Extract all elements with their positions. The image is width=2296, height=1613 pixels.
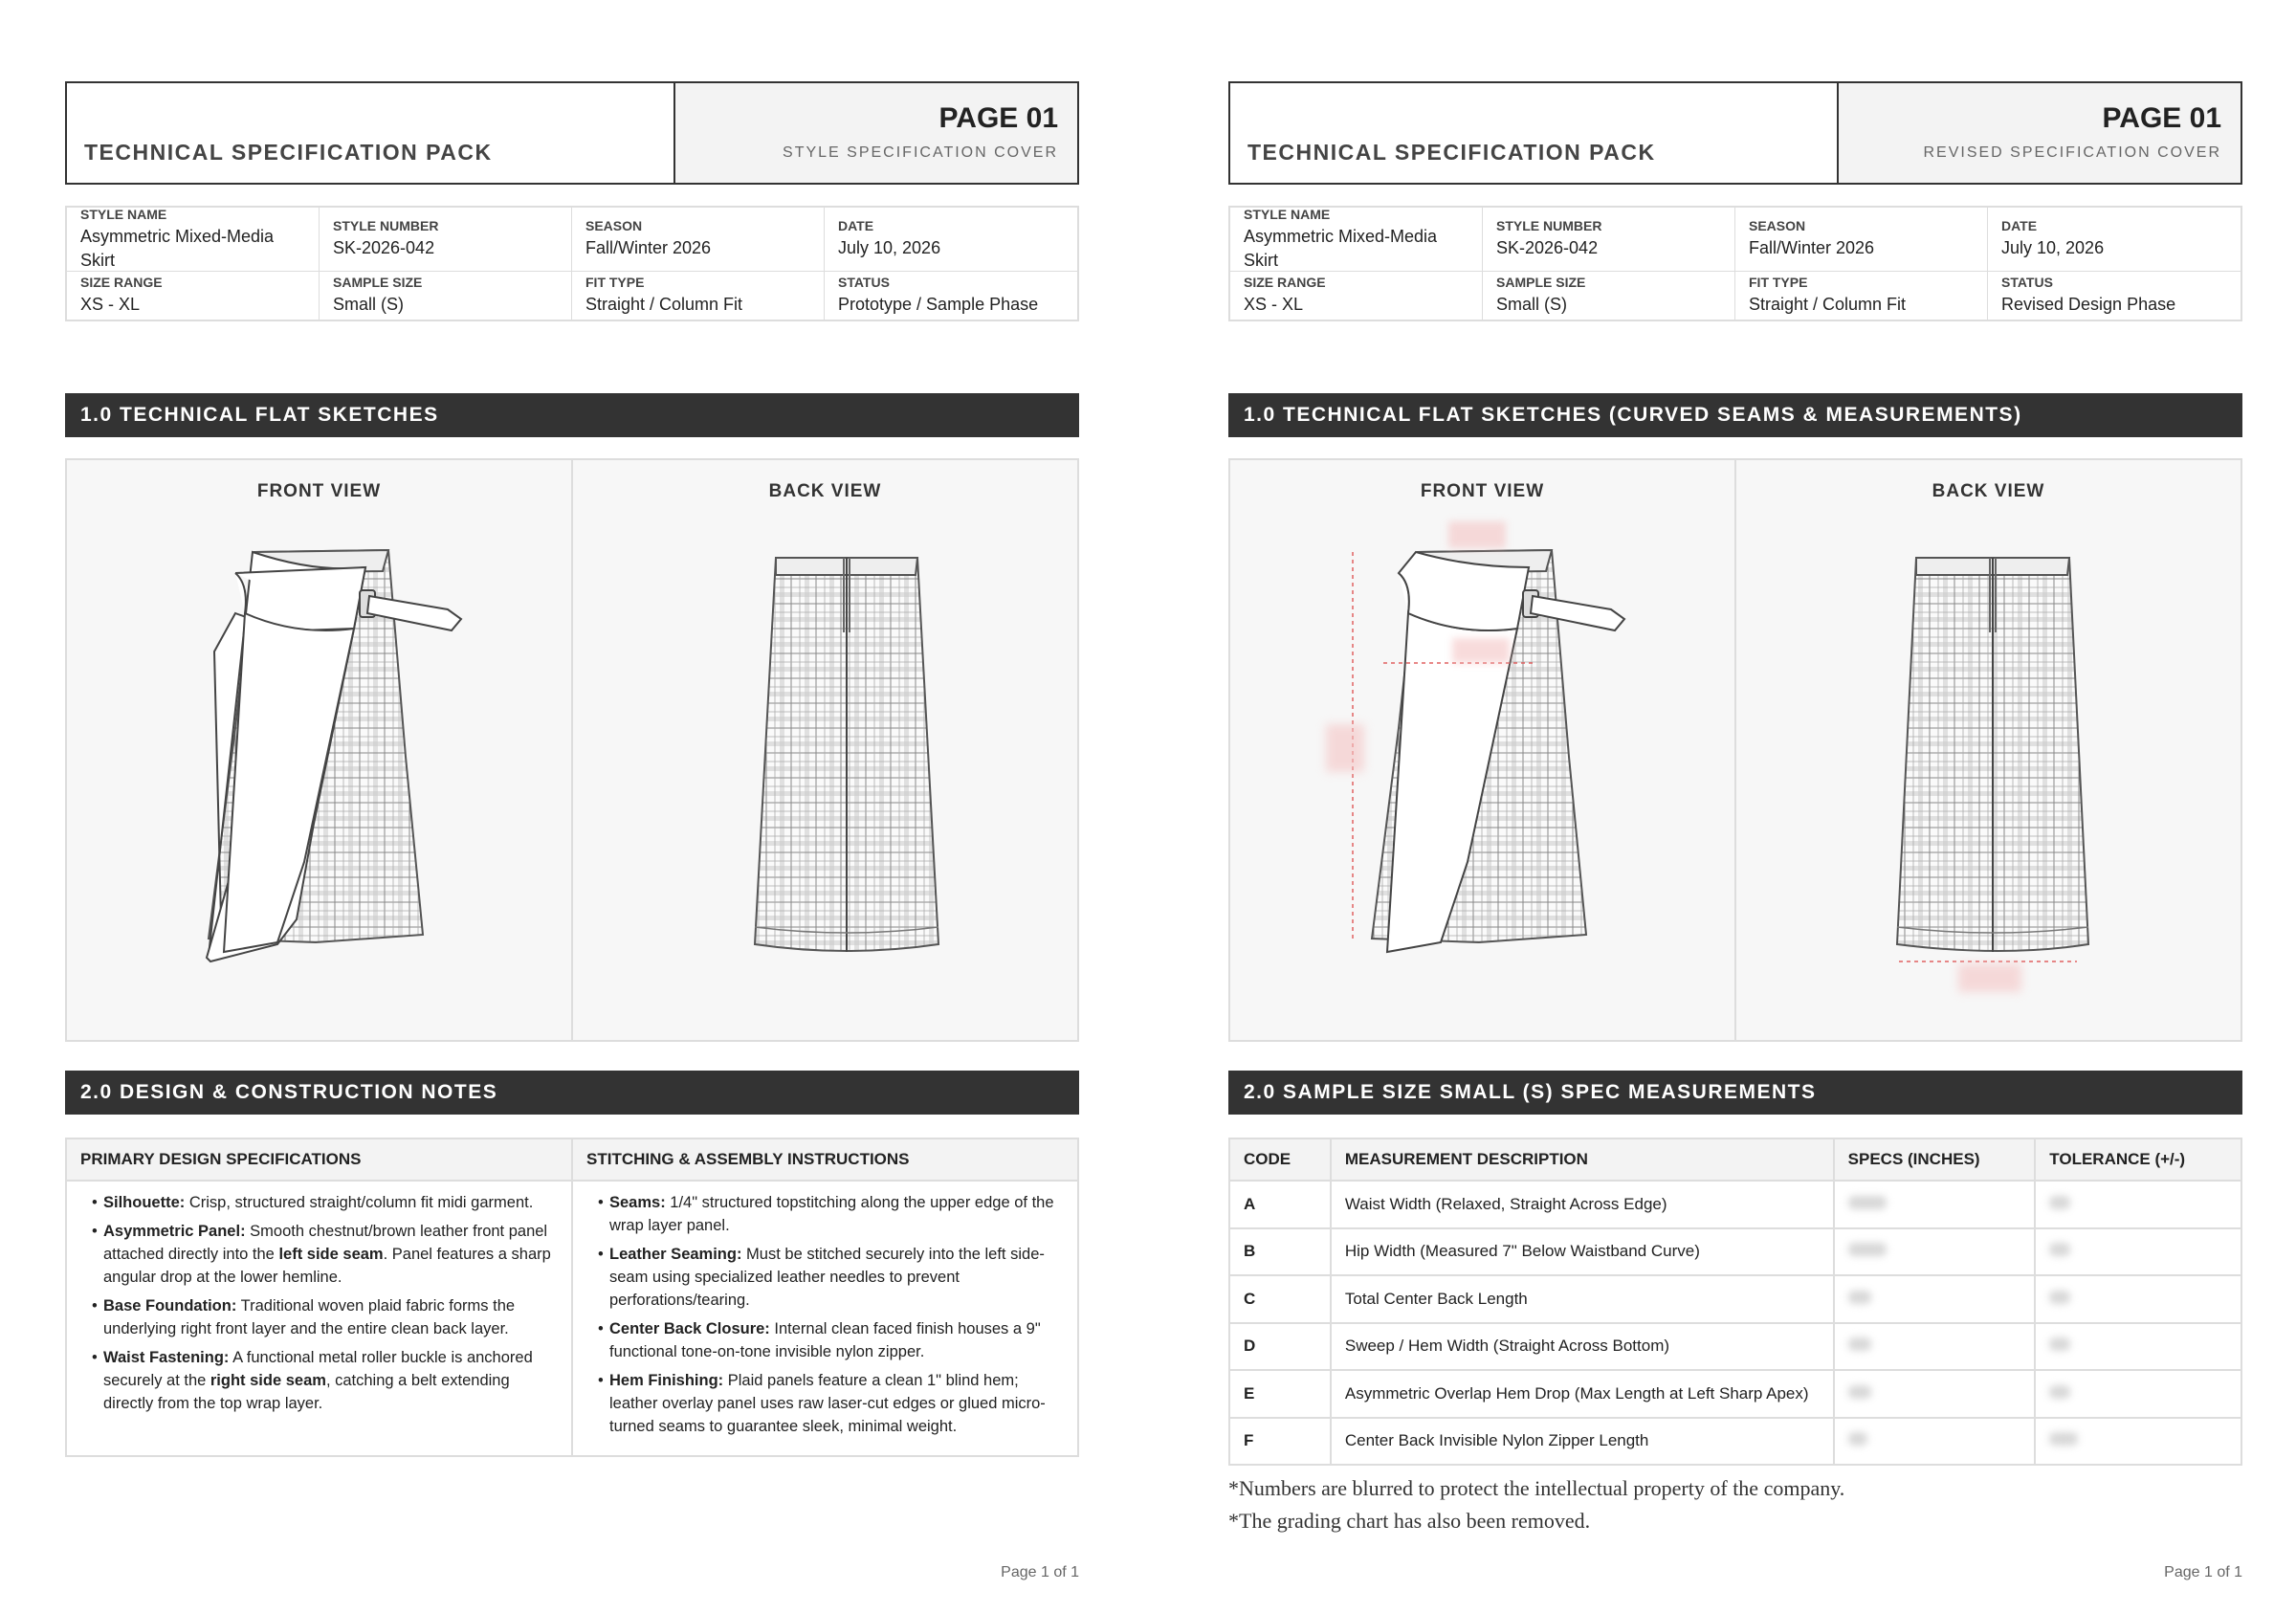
status-cell [1988,272,2241,320]
code-cell: E [1229,1370,1331,1418]
stitching-column [571,1139,1077,1455]
field-value: Fall/Winter 2026 [1749,238,1875,257]
page-footer: Page 1 of 1 [2164,1564,2242,1580]
blurred-value [2049,1385,2070,1399]
spec-page-1 [65,81,1079,1593]
spec-cell-blurred [1834,1275,2036,1323]
list-item: • Asymmetric Panel: Smooth chestnut/brown leather front panel attached directly into the left side seam. Panel features a sharp angular drop at the lower hemline. [94,1220,556,1289]
column-heading: STITCHING & ASSEMBLY INSTRUCTIONS [573,1139,1077,1182]
back-view-title: BACK VIEW [1932,481,2045,501]
column-heading: PRIMARY DESIGN SPECIFICATIONS [67,1139,571,1182]
tolerance-cell-blurred [2035,1418,2241,1466]
table-row [1229,1181,2241,1228]
blurred-value [1848,1243,1887,1256]
footnote-blurred-numbers: *Numbers are blurred to protect the intellectual property of the company. [1228,1476,1845,1500]
field-label: SIZE RANGE [80,275,163,290]
field-value: SK-2026-042 [1496,238,1599,257]
page-header [1228,81,2242,185]
tolerance-cell-blurred [2035,1181,2241,1228]
field-label: STYLE NUMBER [1496,218,1602,233]
field-label: FIT TYPE [585,275,645,290]
field-value: Fall/Winter 2026 [585,238,712,257]
tolerance-cell-blurred [2035,1275,2241,1323]
fit-type-cell [1735,272,1988,320]
back-view-title: BACK VIEW [768,481,882,501]
code-cell: A [1229,1181,1331,1228]
front-skirt-sketch [67,460,572,1040]
table-row [1229,1418,2241,1466]
front-skirt-sketch-measured [1230,460,1735,1040]
list-item: • Hem Finishing: Plaid panels feature a clean 1" blind hem; leather overlay panel uses raw laser-cut edges or glued micro-turned seams to guarantee sleek, minimal weight. [600,1369,1062,1438]
blurred-value [2049,1243,2070,1256]
page-subtitle: REVISED SPECIFICATION COVER [1923,144,2221,161]
field-label: SEASON [585,218,643,233]
code-cell: F [1229,1418,1331,1466]
date-cell [825,208,1077,272]
back-skirt-sketch [573,460,1078,1040]
description-cell: Asymmetric Overlap Hem Drop (Max Length at Left Sharp Apex) [1331,1370,1834,1418]
spec-page-2 [1228,81,2242,1593]
section-heading-notes: 2.0 DESIGN & CONSTRUCTION NOTES [65,1071,1079,1115]
field-label: STATUS [2001,275,2053,290]
code-cell: C [1229,1275,1331,1323]
page-header [65,81,1079,185]
field-value: SK-2026-042 [333,238,435,257]
description-cell: Center Back Invisible Nylon Zipper Length [1331,1418,1834,1466]
page-number-title: PAGE 01 [938,102,1058,134]
field-value: July 10, 2026 [838,238,941,257]
table-row [1229,1370,2241,1418]
table-row [1229,1275,2241,1323]
section-heading-sketches: 1.0 TECHNICAL FLAT SKETCHES [65,393,1079,437]
description-cell: Sweep / Hem Width (Straight Across Bottom) [1331,1323,1834,1371]
style-info-grid [1228,206,2242,321]
table-header-row [1229,1138,2241,1181]
blurred-value [2049,1432,2078,1446]
list-item: • Waist Fastening: A functional metal roller buckle is anchored securely at the right side seam, catching a belt extending directly from the top wrap layer. [94,1346,556,1415]
tolerance-cell-blurred [2035,1370,2241,1418]
page-footer: Page 1 of 1 [1001,1564,1079,1580]
design-specs-column [67,1139,571,1455]
column-header: MEASUREMENT DESCRIPTION [1331,1138,1834,1181]
field-label: STYLE NAME [80,206,167,222]
spec-cell-blurred [1834,1370,2036,1418]
sample-size-cell [1483,272,1735,320]
blurred-value [1848,1291,1871,1304]
style-info-grid [65,206,1079,321]
field-label: STYLE NAME [1244,206,1331,222]
field-value: Prototype / Sample Phase [838,295,1039,314]
spec-cell-blurred [1834,1323,2036,1371]
section-heading-sketches: 1.0 TECHNICAL FLAT SKETCHES (CURVED SEAMS & MEASUREMENTS) [1228,393,2242,437]
field-value: Small (S) [1496,295,1568,314]
column-header: SPECS (INCHES) [1834,1138,2036,1181]
blurred-value [2049,1291,2070,1304]
list-item: • Seams: 1/4" structured topstitching along the upper edge of the wrap layer panel. [600,1191,1062,1237]
style-number-cell [1483,208,1735,272]
pack-title: TECHNICAL SPECIFICATION PACK [84,140,493,165]
field-label: SAMPLE SIZE [1496,275,1586,290]
list-item: • Leather Seaming: Must be stitched securely into the left side-seam using specialized leather needles to prevent perforations/tearing. [600,1243,1062,1312]
spec-cell-blurred [1834,1228,2036,1276]
style-number-cell [320,208,572,272]
field-value: July 10, 2026 [2001,238,2105,257]
blurred-value [2049,1337,2070,1351]
status-cell [825,272,1077,320]
front-view-title: FRONT VIEW [1420,481,1545,501]
field-value: Revised Design Phase [2001,295,2176,314]
column-header: TOLERANCE (+/-) [2035,1138,2241,1181]
blurred-value [1848,1196,1887,1209]
front-view-panel [67,460,571,1040]
date-cell [1988,208,2241,272]
size-range-cell [67,272,320,320]
spec-cell-blurred [1834,1418,2036,1466]
page-number-title: PAGE 01 [2102,102,2221,134]
flat-sketches-panel [65,458,1079,1042]
field-label: DATE [838,218,874,233]
back-skirt-sketch-measured [1736,460,2241,1040]
blurred-value [1848,1385,1871,1399]
field-value: XS - XL [80,295,141,314]
field-label: SIZE RANGE [1244,275,1326,290]
pack-title: TECHNICAL SPECIFICATION PACK [1247,140,1656,165]
field-label: SAMPLE SIZE [333,275,423,290]
blurred-value [1848,1337,1871,1351]
style-name-cell [1230,208,1483,272]
season-cell [1735,208,1988,272]
blurred-value [1848,1432,1867,1446]
field-label: STATUS [838,275,890,290]
spec-measurements-table [1228,1138,2242,1466]
description-cell: Waist Width (Relaxed, Straight Across Edge) [1331,1181,1834,1228]
field-label: FIT TYPE [1749,275,1808,290]
field-value: Asymmetric Mixed-Media Skirt [1244,226,1438,270]
front-view-panel [1230,460,1734,1040]
code-cell: D [1229,1323,1331,1371]
tolerance-cell-blurred [2035,1323,2241,1371]
page-subtitle: STYLE SPECIFICATION COVER [783,144,1058,161]
column-header: CODE [1229,1138,1331,1181]
back-view-panel [1734,460,2241,1040]
front-view-title: FRONT VIEW [256,481,382,501]
description-cell: Hip Width (Measured 7" Below Waistband Curve) [1331,1228,1834,1276]
construction-notes [65,1138,1079,1457]
field-value: Straight / Column Fit [585,295,743,314]
field-value: Asymmetric Mixed-Media Skirt [80,226,275,270]
blurred-value [2049,1196,2070,1209]
fit-type-cell [572,272,825,320]
sample-size-cell [320,272,572,320]
field-value: Straight / Column Fit [1749,295,1907,314]
field-value: XS - XL [1244,295,1304,314]
back-view-panel [571,460,1077,1040]
season-cell [572,208,825,272]
field-value: Small (S) [333,295,405,314]
description-cell: Total Center Back Length [1331,1275,1834,1323]
section-heading-measurements: 2.0 SAMPLE SIZE SMALL (S) SPEC MEASUREMENTS [1228,1071,2242,1115]
spec-cell-blurred [1834,1181,2036,1228]
table-row [1229,1228,2241,1276]
field-label: SEASON [1749,218,1806,233]
list-item: • Base Foundation: Traditional woven plaid fabric forms the underlying right front layer and the entire clean back layer. [94,1294,556,1340]
tolerance-cell-blurred [2035,1228,2241,1276]
table-row [1229,1323,2241,1371]
list-item: • Silhouette: Crisp, structured straight/column fit midi garment. [94,1191,556,1214]
size-range-cell [1230,272,1483,320]
field-label: STYLE NUMBER [333,218,439,233]
footnote-grading-removed: *The grading chart has also been removed. [1228,1509,1591,1533]
list-item: • Center Back Closure: Internal clean faced finish houses a 9" functional tone-on-tone invisible nylon zipper. [600,1317,1062,1363]
flat-sketches-panel [1228,458,2242,1042]
code-cell: B [1229,1228,1331,1276]
style-name-cell [67,208,320,272]
field-label: DATE [2001,218,2038,233]
